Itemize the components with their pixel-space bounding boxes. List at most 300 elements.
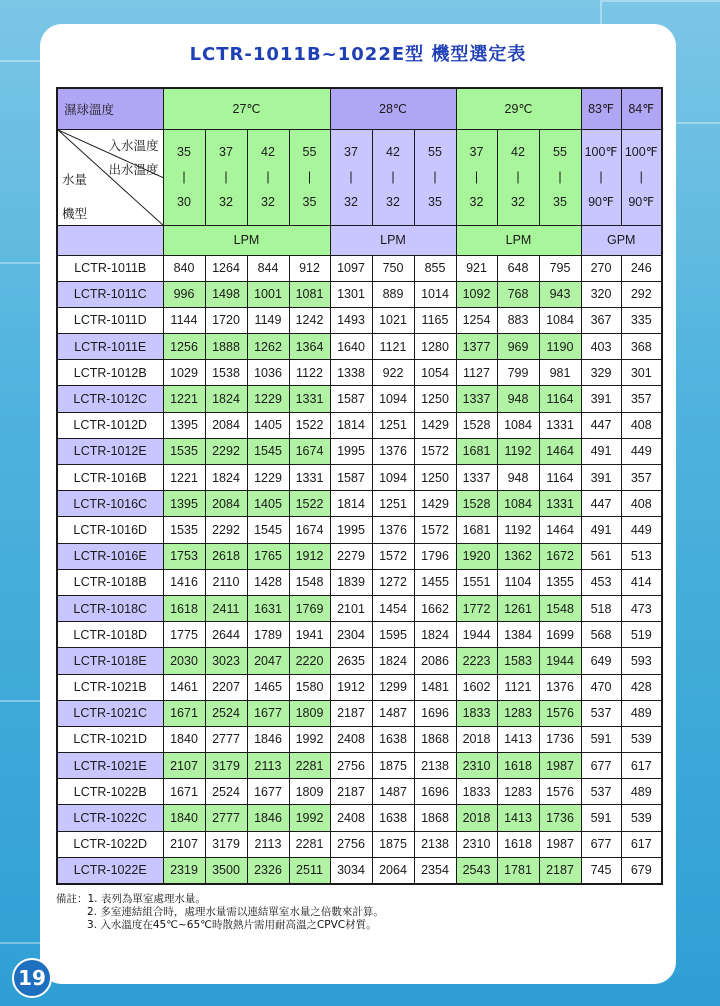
- table-row: [57, 779, 662, 805]
- model-name-cell: LCTR-1012B: [57, 360, 163, 386]
- flow-value-cell: 1720: [205, 307, 247, 333]
- flow-value-cell: 1846: [247, 726, 289, 752]
- flow-value-cell: 1545: [247, 517, 289, 543]
- flow-value-cell: 1824: [205, 465, 247, 491]
- flow-value-cell: 1221: [163, 386, 205, 412]
- flow-value-cell: 1192: [497, 517, 539, 543]
- flow-value-cell: 518: [581, 595, 621, 621]
- flow-value-cell: 2292: [205, 517, 247, 543]
- flow-value-cell: 1164: [539, 386, 581, 412]
- flow-value-cell: 591: [581, 726, 621, 752]
- flow-value-cell: 768: [497, 281, 539, 307]
- flow-value-cell: 591: [581, 805, 621, 831]
- flow-value-cell: 981: [539, 360, 581, 386]
- table-row: [57, 622, 662, 648]
- flow-value-cell: 1054: [414, 360, 456, 386]
- flow-value-cell: 2635: [330, 648, 372, 674]
- temp-separator: |: [474, 169, 479, 184]
- flow-value-cell: 649: [581, 648, 621, 674]
- flow-value-cell: 1545: [247, 438, 289, 464]
- flow-value-cell: 1681: [456, 438, 497, 464]
- flow-value-cell: 1362: [497, 543, 539, 569]
- model-name-cell: LCTR-1022E: [57, 857, 163, 883]
- model-name-cell: LCTR-1011C: [57, 281, 163, 307]
- flow-value-cell: 1337: [456, 386, 497, 412]
- flow-value-cell: 1254: [456, 307, 497, 333]
- flow-value-cell: 391: [581, 386, 621, 412]
- flow-value-cell: 1587: [330, 465, 372, 491]
- flow-value-cell: 2138: [414, 753, 456, 779]
- flow-value-cell: 1846: [247, 805, 289, 831]
- flow-value-cell: 1092: [456, 281, 497, 307]
- temp-separator: |: [639, 169, 643, 184]
- unit-header-blank: [57, 225, 163, 255]
- flow-value-cell: 3500: [205, 857, 247, 883]
- flow-value-cell: 246: [621, 255, 662, 281]
- table-row: [57, 674, 662, 700]
- flow-value-cell: 921: [456, 255, 497, 281]
- temp-separator: |: [182, 169, 186, 184]
- flow-value-cell: 1789: [247, 622, 289, 648]
- flow-value-cell: 2411: [205, 595, 247, 621]
- flow-value-cell: 1522: [289, 491, 330, 517]
- model-name-cell: LCTR-1012C: [57, 386, 163, 412]
- flow-value-cell: 855: [414, 255, 456, 281]
- flow-value-cell: 357: [621, 465, 662, 491]
- flow-value-cell: 1261: [497, 595, 539, 621]
- flow-value-cell: 1736: [539, 726, 581, 752]
- flow-value-cell: 2543: [456, 857, 497, 883]
- flow-value-cell: 1084: [539, 307, 581, 333]
- flow-value-cell: 1696: [414, 779, 456, 805]
- flow-value-cell: 2777: [205, 805, 247, 831]
- inlet-temp-value: 42: [386, 144, 400, 159]
- flow-value-cell: 1413: [497, 726, 539, 752]
- flow-value-cell: 799: [497, 360, 539, 386]
- flow-value-cell: 795: [539, 255, 581, 281]
- flow-value-cell: 537: [581, 779, 621, 805]
- flow-value-cell: 1548: [289, 569, 330, 595]
- flow-value-cell: 1672: [539, 543, 581, 569]
- inlet-temp-value: 37: [344, 144, 358, 159]
- flow-value-cell: 1464: [539, 438, 581, 464]
- flow-value-cell: 1337: [456, 465, 497, 491]
- flow-value-cell: 1796: [414, 543, 456, 569]
- inlet-temp-value: 37: [219, 144, 233, 159]
- flow-value-cell: 2408: [330, 726, 372, 752]
- flow-value-cell: 1618: [163, 595, 205, 621]
- unit-header-28: LPM: [330, 225, 456, 255]
- flow-value-cell: 1572: [372, 543, 414, 569]
- wet-bulb-header: 濕球溫度: [57, 88, 163, 129]
- flow-value-cell: 1331: [289, 386, 330, 412]
- inlet-temp-value: 37: [469, 144, 484, 159]
- flow-value-cell: 1551: [456, 569, 497, 595]
- table-row: [57, 700, 662, 726]
- model-name-cell: LCTR-1022B: [57, 779, 163, 805]
- flow-value-cell: 1029: [163, 360, 205, 386]
- flow-value-cell: 1522: [289, 412, 330, 438]
- flow-value-cell: 2086: [414, 648, 456, 674]
- model-name-cell: LCTR-1016B: [57, 465, 163, 491]
- flow-value-cell: 1824: [205, 386, 247, 412]
- flow-value-cell: 1121: [497, 674, 539, 700]
- temp-separator: |: [433, 169, 437, 184]
- flow-value-cell: 1250: [414, 386, 456, 412]
- flow-value-cell: 1429: [414, 412, 456, 438]
- flow-value-cell: 1084: [497, 491, 539, 517]
- flow-value-cell: 1781: [497, 857, 539, 883]
- flow-value-cell: 679: [621, 857, 662, 883]
- flow-value-cell: 1084: [497, 412, 539, 438]
- flow-value-cell: 2030: [163, 648, 205, 674]
- model-name-cell: LCTR-1012D: [57, 412, 163, 438]
- flow-value-cell: 1736: [539, 805, 581, 831]
- flow-value-cell: 750: [372, 255, 414, 281]
- flow-value-cell: 1681: [456, 517, 497, 543]
- flow-value-cell: 617: [621, 753, 662, 779]
- table-row: [57, 465, 662, 491]
- flow-value-cell: 449: [621, 438, 662, 464]
- flow-value-cell: 1251: [372, 412, 414, 438]
- flow-value-cell: 1824: [414, 622, 456, 648]
- flow-value-cell: 2408: [330, 805, 372, 831]
- flow-value-cell: 1331: [539, 412, 581, 438]
- flow-value-cell: 1264: [205, 255, 247, 281]
- note-item-2: 2. 多室連結組合時，處理水量需以連結單室水量之倍數來計算。: [87, 906, 384, 918]
- note-item-3: 3. 入水溫度在45℃~65℃時散熱片需用耐高溫之CPVC材質。: [87, 919, 377, 931]
- flow-value-cell: 1395: [163, 412, 205, 438]
- flow-value-cell: 1775: [163, 622, 205, 648]
- temp-condition-cell: [414, 129, 456, 225]
- flow-value-cell: 2207: [205, 674, 247, 700]
- table-row: [57, 386, 662, 412]
- flow-value-cell: 2084: [205, 491, 247, 517]
- flow-value-cell: 1677: [247, 779, 289, 805]
- temp-separator: |: [391, 169, 395, 184]
- flow-value-cell: 3034: [330, 857, 372, 883]
- flow-value-cell: 1696: [414, 700, 456, 726]
- flow-value-cell: 996: [163, 281, 205, 307]
- flow-value-cell: 1165: [414, 307, 456, 333]
- flow-value-cell: 1538: [205, 360, 247, 386]
- flow-value-cell: 1674: [289, 517, 330, 543]
- flow-value-cell: 2777: [205, 726, 247, 752]
- flow-value-cell: 1481: [414, 674, 456, 700]
- inlet-temp-value: 42: [261, 144, 275, 159]
- flow-value-cell: 3023: [205, 648, 247, 674]
- model-name-cell: LCTR-1021C: [57, 700, 163, 726]
- model-name-cell: LCTR-1016D: [57, 517, 163, 543]
- temp-separator: |: [307, 169, 312, 184]
- temp-condition-cell: [205, 129, 247, 225]
- flow-value-cell: 1987: [539, 831, 581, 857]
- flow-label: 水量: [62, 172, 88, 187]
- flow-value-cell: 367: [581, 307, 621, 333]
- flow-value-cell: 449: [621, 517, 662, 543]
- flow-value-cell: 1301: [330, 281, 372, 307]
- flow-value-cell: 2101: [330, 595, 372, 621]
- temp-header-84f: 84℉: [621, 88, 662, 129]
- flow-value-cell: 844: [247, 255, 289, 281]
- flow-value-cell: 519: [621, 622, 662, 648]
- flow-value-cell: 1283: [497, 700, 539, 726]
- flow-value-cell: 335: [621, 307, 662, 333]
- model-name-cell: LCTR-1016C: [57, 491, 163, 517]
- flow-value-cell: 1256: [163, 334, 205, 360]
- outlet-temp-value: 32: [219, 194, 233, 209]
- model-name-cell: LCTR-1011B: [57, 255, 163, 281]
- flow-value-cell: 1944: [539, 648, 581, 674]
- flow-value-cell: 447: [581, 491, 621, 517]
- temp-condition-cell: [330, 129, 372, 225]
- temp-separator: |: [349, 169, 353, 184]
- flow-value-cell: 1638: [372, 805, 414, 831]
- flow-value-cell: 1840: [163, 726, 205, 752]
- flow-value-cell: 1190: [539, 334, 581, 360]
- flow-value-cell: 1221: [163, 465, 205, 491]
- inlet-temp-value: 100℉: [624, 144, 658, 159]
- flow-value-cell: 1587: [330, 386, 372, 412]
- table-row: [57, 334, 662, 360]
- flow-value-cell: 2187: [330, 700, 372, 726]
- flow-value-cell: 1941: [289, 622, 330, 648]
- flow-value-cell: 1888: [205, 334, 247, 360]
- flow-value-cell: 2281: [289, 831, 330, 857]
- flow-value-cell: 1272: [372, 569, 414, 595]
- inlet-temp-value: 100℉: [584, 144, 618, 159]
- flow-value-cell: 329: [581, 360, 621, 386]
- flow-value-cell: 470: [581, 674, 621, 700]
- flow-value-cell: 2292: [205, 438, 247, 464]
- flow-value-cell: 1602: [456, 674, 497, 700]
- model-name-cell: LCTR-1022D: [57, 831, 163, 857]
- flow-value-cell: 2281: [289, 753, 330, 779]
- flow-value-cell: 2223: [456, 648, 497, 674]
- flow-value-cell: 1671: [163, 700, 205, 726]
- flow-value-cell: 1376: [539, 674, 581, 700]
- model-name-cell: LCTR-1021B: [57, 674, 163, 700]
- outlet-temp-value: 32: [469, 194, 484, 209]
- temp-separator: |: [266, 169, 270, 184]
- flow-value-cell: 1376: [372, 438, 414, 464]
- flow-value-cell: 1428: [247, 569, 289, 595]
- flow-value-cell: 883: [497, 307, 539, 333]
- table-row: [57, 438, 662, 464]
- temp-condition-cell: [456, 129, 497, 225]
- temp-header-28: 28℃: [330, 88, 456, 129]
- flow-value-cell: 1376: [372, 517, 414, 543]
- flow-value-cell: 1364: [289, 334, 330, 360]
- flow-value-cell: 1809: [289, 779, 330, 805]
- flow-value-cell: 1833: [456, 700, 497, 726]
- unit-header-27: LPM: [163, 225, 330, 255]
- outlet-temp-label: 出水溫度: [108, 162, 159, 177]
- model-name-cell: LCTR-1011E: [57, 334, 163, 360]
- flow-value-cell: 2511: [289, 857, 330, 883]
- flow-value-cell: 1677: [247, 700, 289, 726]
- flow-value-cell: 539: [621, 726, 662, 752]
- temp-condition-cell: [581, 129, 621, 225]
- inlet-temp-value: 55: [553, 144, 567, 159]
- outlet-temp-value: 35: [428, 194, 442, 209]
- flow-value-cell: 1640: [330, 334, 372, 360]
- flow-value-cell: 1429: [414, 491, 456, 517]
- flow-value-cell: 948: [497, 465, 539, 491]
- table-row: [57, 281, 662, 307]
- flow-value-cell: 1036: [247, 360, 289, 386]
- flow-value-cell: 2310: [456, 831, 497, 857]
- flow-value-cell: 2319: [163, 857, 205, 883]
- flow-value-cell: 491: [581, 438, 621, 464]
- flow-value-cell: 1595: [372, 622, 414, 648]
- flow-value-cell: 1299: [372, 674, 414, 700]
- flow-value-cell: 1631: [247, 595, 289, 621]
- flow-value-cell: 1674: [289, 438, 330, 464]
- temp-separator: |: [224, 169, 228, 184]
- flow-value-cell: 1769: [289, 595, 330, 621]
- flow-value-cell: 1487: [372, 700, 414, 726]
- flow-value-cell: 1416: [163, 569, 205, 595]
- flow-value-cell: 1671: [163, 779, 205, 805]
- temp-condition-cell: [497, 129, 539, 225]
- flow-value-cell: 2524: [205, 779, 247, 805]
- flow-value-cell: 1765: [247, 543, 289, 569]
- flow-value-cell: 539: [621, 805, 662, 831]
- flow-value-cell: 1331: [539, 491, 581, 517]
- flow-value-cell: 537: [581, 700, 621, 726]
- flow-value-cell: 1081: [289, 281, 330, 307]
- flow-value-cell: 368: [621, 334, 662, 360]
- table-row: [57, 648, 662, 674]
- flow-value-cell: 1149: [247, 307, 289, 333]
- model-name-cell: LCTR-1021E: [57, 753, 163, 779]
- outlet-temp-value: 35: [302, 194, 317, 209]
- flow-value-cell: 1355: [539, 569, 581, 595]
- flow-value-cell: 1535: [163, 438, 205, 464]
- flow-value-cell: 889: [372, 281, 414, 307]
- flow-value-cell: 1097: [330, 255, 372, 281]
- flow-value-cell: 1164: [539, 465, 581, 491]
- flow-value-cell: 1912: [330, 674, 372, 700]
- table-row: [57, 753, 662, 779]
- flow-value-cell: 1992: [289, 805, 330, 831]
- outlet-temp-value: 90℉: [628, 194, 655, 209]
- table-row: [57, 857, 662, 883]
- flow-value-cell: 2187: [539, 857, 581, 883]
- flow-value-cell: 1331: [289, 465, 330, 491]
- flow-value-cell: 912: [289, 255, 330, 281]
- outlet-temp-value: 35: [553, 194, 567, 209]
- flow-value-cell: 2326: [247, 857, 289, 883]
- flow-value-cell: 2279: [330, 543, 372, 569]
- flow-value-cell: 1413: [497, 805, 539, 831]
- flow-value-cell: 745: [581, 857, 621, 883]
- flow-value-cell: 2187: [330, 779, 372, 805]
- flow-value-cell: 357: [621, 386, 662, 412]
- flow-value-cell: 1144: [163, 307, 205, 333]
- model-selection-table: [56, 87, 663, 885]
- table-row: [57, 595, 662, 621]
- flow-value-cell: 1839: [330, 569, 372, 595]
- model-name-cell: LCTR-1022C: [57, 805, 163, 831]
- model-name-cell: LCTR-1018C: [57, 595, 163, 621]
- model-name-cell: LCTR-1016E: [57, 543, 163, 569]
- flow-value-cell: 1229: [247, 465, 289, 491]
- flow-value-cell: 1104: [497, 569, 539, 595]
- outlet-temp-value: 30: [177, 194, 191, 209]
- flow-value-cell: 1229: [247, 386, 289, 412]
- flow-value-cell: 1461: [163, 674, 205, 700]
- flow-value-cell: 648: [497, 255, 539, 281]
- model-name-cell: LCTR-1011D: [57, 307, 163, 333]
- flow-value-cell: 2113: [247, 753, 289, 779]
- flow-value-cell: 403: [581, 334, 621, 360]
- flow-value-cell: 1809: [289, 700, 330, 726]
- temp-condition-cell: [372, 129, 414, 225]
- flow-value-cell: 489: [621, 700, 662, 726]
- outlet-temp-value: 90℉: [588, 194, 614, 209]
- flow-value-cell: 3179: [205, 831, 247, 857]
- unit-header-gpm: GPM: [581, 225, 662, 255]
- flow-value-cell: 2220: [289, 648, 330, 674]
- flow-value-cell: 1618: [497, 753, 539, 779]
- outlet-temp-value: 32: [261, 194, 275, 209]
- flow-value-cell: 2644: [205, 622, 247, 648]
- flow-value-cell: 1535: [163, 517, 205, 543]
- flow-value-cell: 1995: [330, 438, 372, 464]
- flow-value-cell: 1094: [372, 465, 414, 491]
- temp-condition-cell: [539, 129, 581, 225]
- inlet-temp-value: 55: [302, 144, 317, 159]
- flow-value-cell: 1548: [539, 595, 581, 621]
- flow-value-cell: 1987: [539, 753, 581, 779]
- inlet-temp-value: 42: [511, 144, 525, 159]
- flow-value-cell: 414: [621, 569, 662, 595]
- table-row: [57, 805, 662, 831]
- flow-value-cell: 1580: [289, 674, 330, 700]
- model-name-cell: LCTR-1021D: [57, 726, 163, 752]
- flow-value-cell: 320: [581, 281, 621, 307]
- flow-value-cell: 1814: [330, 412, 372, 438]
- flow-value-cell: 1464: [539, 517, 581, 543]
- page-title: LCTR-1011B~1022E型 機型選定表: [189, 44, 527, 65]
- notes-label: 備註：: [56, 893, 88, 905]
- inlet-temp-value: 35: [177, 144, 191, 159]
- flow-value-cell: 292: [621, 281, 662, 307]
- flow-value-cell: 391: [581, 465, 621, 491]
- flow-value-cell: 1405: [247, 491, 289, 517]
- flow-value-cell: 1280: [414, 334, 456, 360]
- flow-value-cell: 1127: [456, 360, 497, 386]
- flow-value-cell: 1583: [497, 648, 539, 674]
- flow-value-cell: 1377: [456, 334, 497, 360]
- flow-value-cell: 1992: [289, 726, 330, 752]
- flow-value-cell: 1772: [456, 595, 497, 621]
- table-row: [57, 543, 662, 569]
- flow-value-cell: 1840: [163, 805, 205, 831]
- flow-value-cell: 2110: [205, 569, 247, 595]
- flow-value-cell: 2018: [456, 805, 497, 831]
- flow-value-cell: 2047: [247, 648, 289, 674]
- diagonal-header-cell: [57, 129, 163, 225]
- flow-value-cell: 1021: [372, 307, 414, 333]
- flow-value-cell: 1528: [456, 412, 497, 438]
- flow-value-cell: 301: [621, 360, 662, 386]
- flow-value-cell: 1014: [414, 281, 456, 307]
- flow-value-cell: 428: [621, 674, 662, 700]
- table-row: [57, 255, 662, 281]
